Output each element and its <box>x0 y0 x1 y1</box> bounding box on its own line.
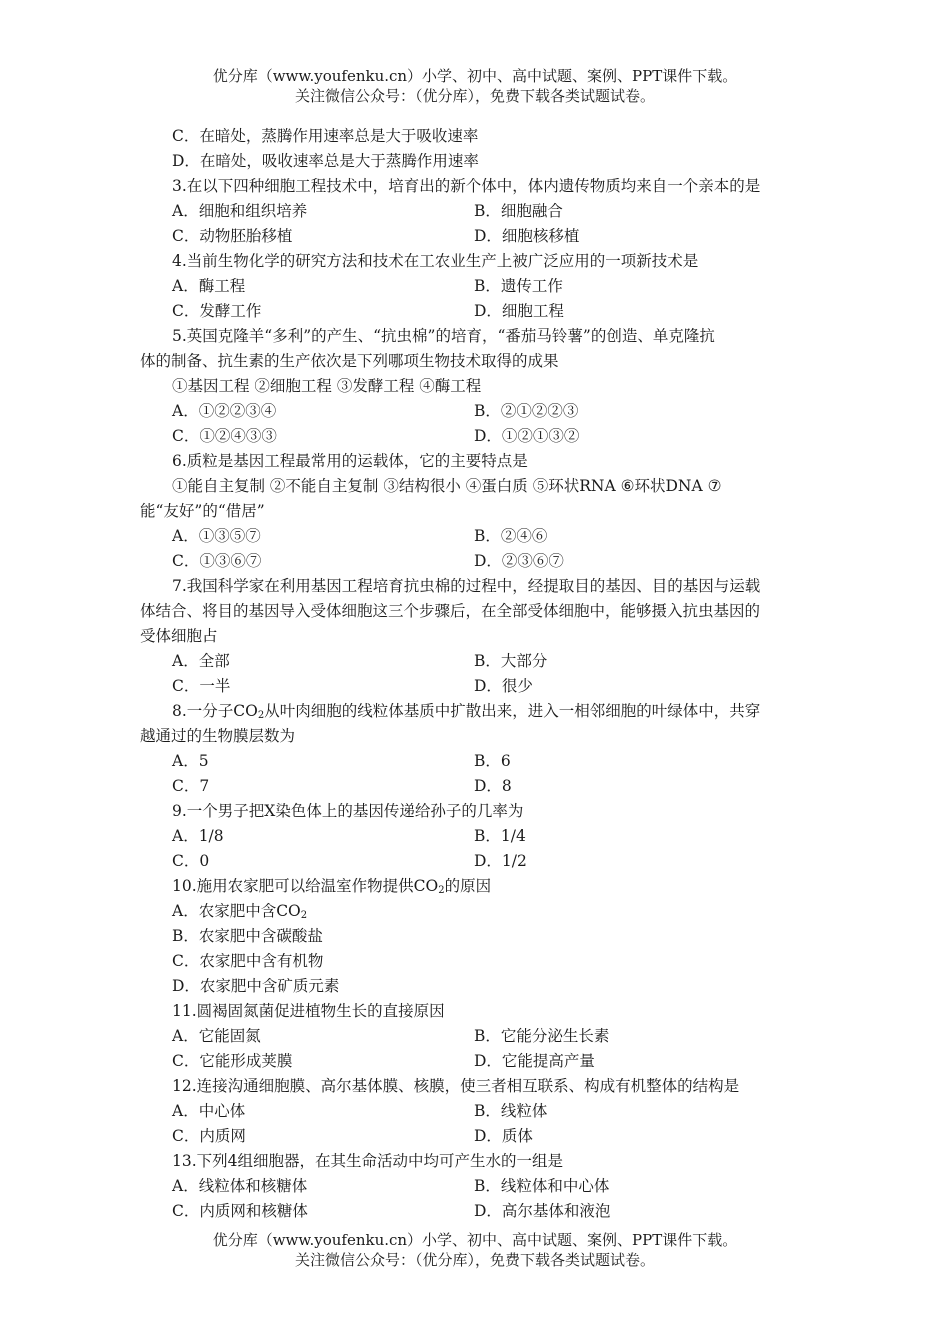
option-left: A．全部 <box>172 652 230 670</box>
option-right: B．线粒体 <box>474 1102 548 1120</box>
text-line <box>0 1124 950 1149</box>
text-line <box>0 224 950 249</box>
text-line <box>0 174 950 199</box>
line-text: 3.在以下四种细胞工程技术中，培育出的新个体中，体内遗传物质均来自一个亲本的是 <box>172 177 761 195</box>
line-text: C．在暗处，蒸腾作用速率总是大于吸收速率 <box>172 127 479 145</box>
text-line <box>0 1199 950 1224</box>
line-text: ①能自主复制 ②不能自主复制 ③结构很小 ④蛋白质 ⑤环状RNA ⑥环状DNA ⑦ <box>172 477 722 495</box>
text-line <box>0 599 950 624</box>
text-line <box>0 749 950 774</box>
page-footer <box>0 1230 950 1270</box>
option-left: C．动物胚胎移植 <box>172 227 293 245</box>
line-text: 7.我国科学家在利用基因工程培育抗虫棉的过程中，经提取目的基因、目的基因与运载 <box>172 577 761 595</box>
line-text: 8.一分子$CO_2$从叶肉细胞的线粒体基质中扩散出来，进入一相邻细胞的叶绿体中，共穿 <box>172 702 761 721</box>
text-line <box>0 999 950 1024</box>
option-left: C．它能形成荚膜 <box>172 1052 293 1070</box>
text-line <box>0 674 950 699</box>
option-right: D．8 <box>474 777 512 795</box>
text-line <box>0 1074 950 1099</box>
option-left: A．中心体 <box>172 1102 246 1120</box>
text-line <box>0 199 950 224</box>
option-right: B．②①②②③ <box>474 402 579 420</box>
option-left: C．①③⑥⑦ <box>172 552 262 570</box>
footer-line-1: 优分库（www.youfenku.cn）小学、初中、高中试题、案例、PPT课件下载。 <box>212 1231 738 1249</box>
text-line <box>0 474 950 499</box>
header-line-1: 优分库（www.youfenku.cn）小学、初中、高中试题、案例、PPT课件下载。 <box>212 67 738 85</box>
text-line <box>0 449 950 474</box>
text-line <box>0 624 950 649</box>
text-line <box>0 1049 950 1074</box>
text-line <box>0 1174 950 1199</box>
line-text: 5.英国克隆羊“多利”的产生、“抗虫棉”的培育，“番茄马铃薯”的创造、单克隆抗 <box>172 327 715 345</box>
line-text: 13.下列4组细胞器，在其生命活动中均可产生水的一组是 <box>172 1152 564 1170</box>
line-text: 受体细胞占 <box>140 627 218 645</box>
text-line <box>0 649 950 674</box>
line-text: 体结合、将目的基因导入受体细胞这三个步骤后，在全部受体细胞中，能够摄入抗虫基因的 <box>140 602 761 620</box>
line-text: 12.连接沟通细胞膜、高尔基体膜、核膜，使三者相互联系、构成有机整体的结构是 <box>172 1077 740 1095</box>
option-right: D．细胞核移植 <box>474 227 580 245</box>
text-line <box>0 399 950 424</box>
text-line <box>0 374 950 399</box>
text-line <box>0 1149 950 1174</box>
option-left: A．酶工程 <box>172 277 246 295</box>
line-text: A．农家肥中含$CO_2$ <box>172 902 308 921</box>
option-right: D．②③⑥⑦ <box>474 552 564 570</box>
text-line <box>0 549 950 574</box>
option-left: C．内质网 <box>172 1127 246 1145</box>
line-text: 越通过的生物膜层数为 <box>140 727 296 745</box>
subscript: 2 <box>438 885 445 896</box>
line-text: B．农家肥中含碳酸盐 <box>172 927 323 945</box>
subscript: 2 <box>300 910 308 921</box>
text-line <box>0 249 950 274</box>
text-line <box>0 824 950 849</box>
option-right: D．1/2 <box>474 852 527 870</box>
option-right: D．质体 <box>474 1127 533 1145</box>
text-line <box>0 274 950 299</box>
text-line <box>0 949 950 974</box>
line-text: 10.施用农家肥可以给温室作物提供$CO_2$的原因 <box>172 877 492 896</box>
page-header <box>0 66 950 106</box>
option-right: D．它能提高产量 <box>474 1052 595 1070</box>
header-line-2: 关注微信公众号：（优分库），免费下载各类试题试卷。 <box>294 87 655 105</box>
text-line <box>0 1099 950 1124</box>
option-right: B．②④⑥ <box>474 527 548 545</box>
option-right: B．遗传工作 <box>474 277 563 295</box>
option-left: A．线粒体和核糖体 <box>172 1177 308 1195</box>
line-text: ①基因工程 ②细胞工程 ③发酵工程 ④酶工程 <box>172 377 482 395</box>
option-left: A．①②②③④ <box>172 402 277 420</box>
option-right: B．1/4 <box>474 827 526 845</box>
text-line <box>0 149 950 174</box>
line-text: D．农家肥中含矿质元素 <box>172 977 340 995</box>
option-right: D．高尔基体和液泡 <box>474 1202 611 1220</box>
line-text: C．农家肥中含有机物 <box>172 952 324 970</box>
option-left: A．5 <box>172 752 209 770</box>
text-line <box>0 424 950 449</box>
text-line <box>0 924 950 949</box>
option-left: C．①②④③③ <box>172 427 277 445</box>
text-line <box>0 124 950 149</box>
option-right: D．很少 <box>474 677 533 695</box>
text-line <box>0 699 950 724</box>
text-line <box>0 974 950 999</box>
line-text: D．在暗处，吸收速率总是大于蒸腾作用速率 <box>172 152 479 170</box>
subscript: 2 <box>257 710 265 721</box>
text-line <box>0 899 950 924</box>
text-line <box>0 849 950 874</box>
option-left: A．细胞和组织培养 <box>172 202 308 220</box>
option-left: C．发酵工作 <box>172 302 262 320</box>
option-left: A．它能固氮 <box>172 1027 261 1045</box>
option-right: D．①②①③② <box>474 427 580 445</box>
line-text: 11.圆褐固氮菌促进植物生长的直接原因 <box>172 1002 445 1020</box>
option-right: B．线粒体和中心体 <box>474 1177 610 1195</box>
text-line <box>0 499 950 524</box>
option-left: C．内质网和核糖体 <box>172 1202 308 1220</box>
footer-line-2: 关注微信公众号：（优分库），免费下载各类试题试卷。 <box>294 1251 655 1269</box>
text-line <box>0 774 950 799</box>
option-left: C．7 <box>172 777 210 795</box>
option-left: C．一半 <box>172 677 231 695</box>
line-text: 9.一个男子把X染色体上的基因传递给孙子的几率为 <box>172 802 524 820</box>
line-text: 6.质粒是基因工程最常用的运载体，它的主要特点是 <box>172 452 528 470</box>
option-left: A．1/8 <box>172 827 224 845</box>
option-right: B．大部分 <box>474 652 548 670</box>
text-line <box>0 874 950 899</box>
text-line <box>0 349 950 374</box>
text-line <box>0 724 950 749</box>
text-line <box>0 299 950 324</box>
line-text: 能“友好”的“借居” <box>140 502 265 520</box>
option-right: B．6 <box>474 752 511 770</box>
option-left: C．0 <box>172 852 210 870</box>
line-text: 4.当前生物化学的研究方法和技术在工农业生产上被广泛应用的一项新技术是 <box>172 252 699 270</box>
option-right: B．它能分泌生长素 <box>474 1027 610 1045</box>
text-line <box>0 324 950 349</box>
option-left: A．①③⑤⑦ <box>172 527 261 545</box>
text-line <box>0 1024 950 1049</box>
option-right: D．细胞工程 <box>474 302 564 320</box>
line-text: 体的制备、抗生素的生产依次是下列哪项生物技术取得的成果 <box>140 352 559 370</box>
text-line <box>0 524 950 549</box>
text-line <box>0 799 950 824</box>
text-line <box>0 574 950 599</box>
option-right: B．细胞融合 <box>474 202 563 220</box>
